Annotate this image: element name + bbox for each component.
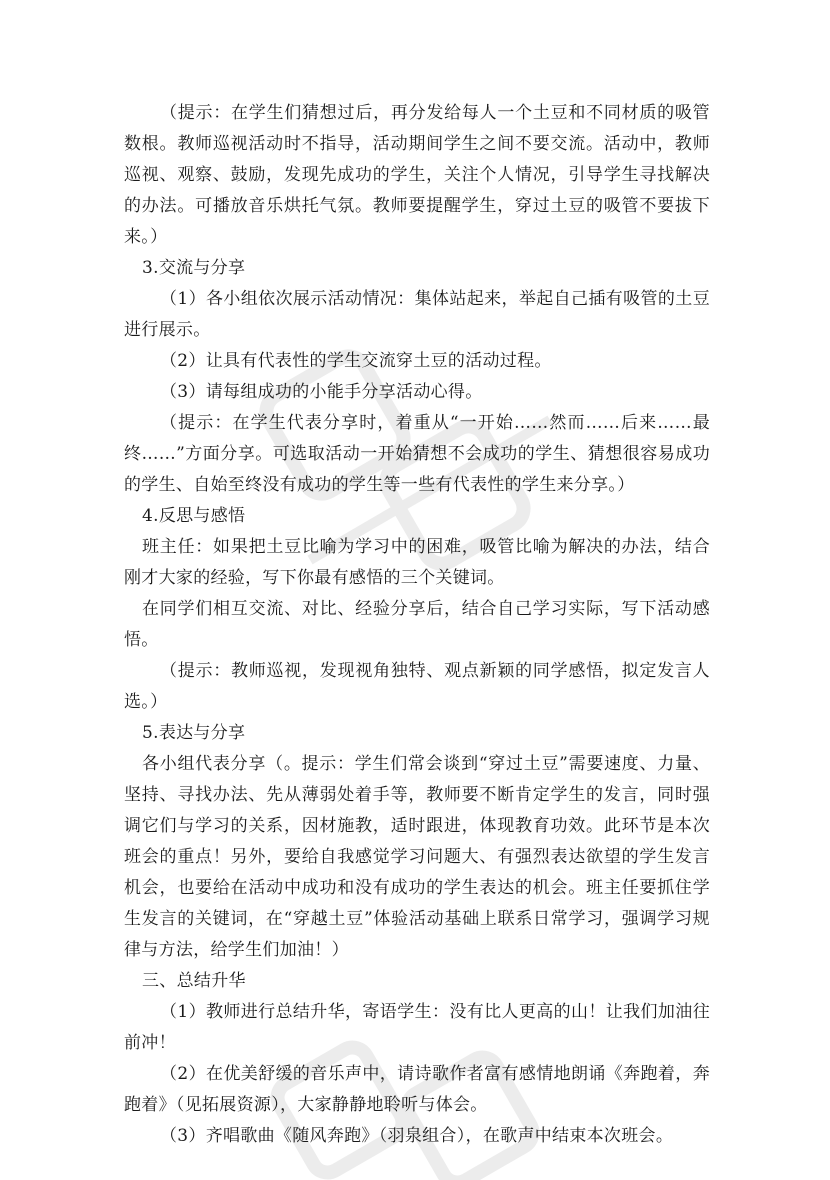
- summary-step-1: （1）教师进行总结升华，寄语学生：没有比人更高的山！让我们加油往前冲！: [124, 1002, 710, 1053]
- tip-paragraph-patrol: （提示：教师巡视，发现视角独特、观点新颖的同学感悟，拟定发言人选。）: [124, 661, 710, 712]
- step-paragraph-1: （1）各小组依次展示活动情况：集体站起来，举起自己插有吸管的土豆进行展示。: [124, 289, 710, 340]
- teacher-prompt-paragraph: 班主任：如果把土豆比喻为学习中的困难，吸管比喻为解决的办法，结合刚才大家的经验，写下你最有感悟的三个关键词。: [124, 537, 710, 588]
- reflection-paragraph: 在同学们相互交流、对比、经验分享后，结合自己学习实际，写下活动感悟。: [124, 599, 710, 650]
- step-paragraph-3: （3）请每组成功的小能手分享活动心得。: [160, 382, 483, 402]
- section-heading-summary: 三、总结升华: [142, 971, 246, 991]
- section-heading-exchange: 3.交流与分享: [142, 258, 246, 278]
- document-body: [124, 98, 710, 1152]
- tip-paragraph-distribution: （提示：在学生们猜想过后，再分发给每人一个土豆和不同材质的吸管数根。教师巡视活动时不指导，活动期间学生之间不要交流。活动中，教师巡视、观察、鼓励，发现先成功的学生，关注个人情况，引导学生寻找解决的办法。可播放音乐烘托气氛。教师要提醒学生，穿过土豆的吸管不要拔下来。）: [124, 103, 710, 247]
- summary-step-2: （2）在优美舒缓的音乐声中，请诗歌作者富有感情地朗诵《奔跑着，奔跑着》（见拓展资源），大家静静地聆听与体会。: [124, 1064, 710, 1115]
- tip-paragraph-sharing: （提示：在学生代表分享时，着重从“一开始……然而……后来……最终……”方面分享。可选取活动一开始猜想不会成功的学生、猜想很容易成功的学生、自始至终没有成功的学生等一些有代表性的学生来分享。）: [124, 413, 710, 495]
- summary-step-3: （3）齐唱歌曲《随风奔跑》（羽泉组合），在歌声中结束本次班会。: [160, 1126, 674, 1146]
- step-paragraph-2: （2）让具有代表性的学生交流穿土豆的活动过程。: [160, 351, 552, 371]
- section-heading-expression: 5.表达与分享: [142, 723, 246, 743]
- group-share-paragraph: 各小组代表分享（。提示：学生们常会谈到“穿过土豆”需要速度、力量、坚持、寻找办法、先从薄弱处着手等，教师要不断肯定学生的发言，同时强调它们与学习的关系，因材施教，适时跟进，体现教育功效。此环节是本次班会的重点！另外，要给自我感觉学习问题大、有强烈表达欲望的学生发言机会，也要给在活动中成功和没有成功的学生表达的机会。班主任要抓住学生发言的关键词，在“穿越土豆”体验活动基础上联系日常学习，强调学习规律与方法，给学生们加油！）: [124, 754, 710, 960]
- section-heading-reflection: 4.反思与感悟: [142, 506, 246, 526]
